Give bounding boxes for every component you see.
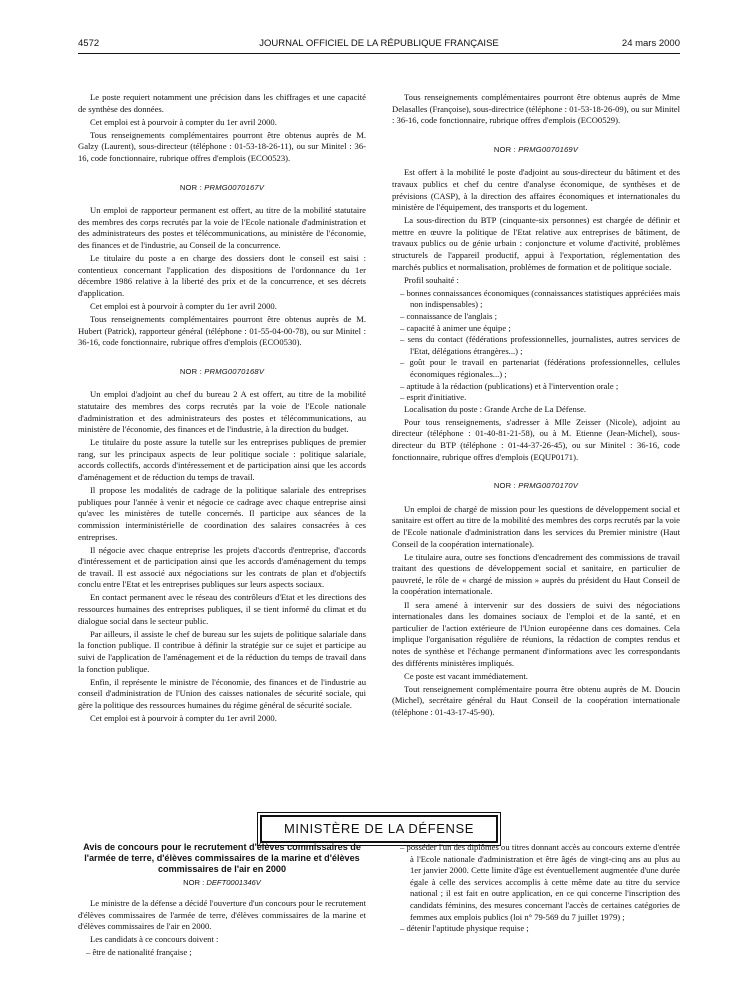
paragraph: Par ailleurs, il assiste le chef de bureau sur les sujets de politique salariale dans la fonction publique. Il contribue à définir la stratégie sur ce sujet et participe au suivi de l'application de l'aménagement et de la réduction du temps de travail dans la fonction publique.	[78, 628, 366, 674]
nor-code: PRMG0070170V	[518, 481, 579, 491]
nor-code: DEFT0001346V	[206, 878, 261, 888]
paragraph: Tous renseignements complémentaires pourront être obtenus auprès de Mme Delasalles (Françoise), sous-directrice (téléphone : 01-53-18-26-09), ou sur Minitel : 36-16, code fonctionnaire, rubrique offres d'emplois (ECO0529).	[392, 92, 680, 126]
list-item: – détenir l'aptitude physique requise ;	[400, 923, 529, 934]
bottom-right-column	[392, 842, 680, 935]
left-column	[78, 92, 366, 726]
nor-reference	[392, 144, 680, 156]
paragraph: Pour tous renseignements, s'adresser à Mlle Zeisser (Nicole), adjoint au directeur (téléphone : 01-40-81-21-58), ou à M. Etienne (Jean-Michel), sous-directeur du BTP (téléphone : 01-44-37-26-45), ou sur Minitel : 36-16, code fonctionnaire, rubrique offres d'emplois (EQUP0171).	[392, 416, 680, 462]
list-item: – capacité à animer une équipe ;	[400, 322, 511, 333]
header-rule	[78, 53, 680, 54]
paragraph: Est offert à la mobilité le poste d'adjoint au sous-directeur du bâtiment et des travaux publics et chef du centre d'analyse économique, de synthèses et de prévisions (CASP), à la direction des affaires économiques et internationales du ministère de l'équipement, des transports et du logement.	[392, 167, 680, 213]
notice-title: Avis de concours pour le recrutement d'élèves commissaires de l'armée de terre, d'élèves commissaires de la marine et d'élèves commissaires de l'air en 2000	[83, 842, 361, 874]
list-item: – esprit d'initiative.	[400, 392, 467, 403]
ministry-heading: MINISTÈRE DE LA DÉFENSE	[260, 815, 498, 843]
paragraph: Ce poste est vacant immédiatement.	[404, 670, 528, 681]
paragraph: Profil souhaité :	[404, 274, 459, 285]
paragraph: Un emploi d'adjoint au chef du bureau 2 A est offert, au titre de la mobilité statutaire des membres des corps recrutés par la voie de l'Ecole nationale d'administration et des administrateurs des postes et télécommunications, au ministère de l'économie, des finances et de l'industrie, à la direction du budget.	[78, 389, 366, 435]
list-item: – être de nationalité française ;	[86, 947, 192, 958]
journal-title: JOURNAL OFFICIEL DE LA RÉPUBLIQUE FRANÇAISE	[259, 38, 499, 49]
nor-reference	[78, 366, 366, 378]
paragraph: Le titulaire aura, outre ses fonctions d'encadrement des commissions de travail traitant des questions de développement social et sanitaire, en particulier de pauvreté, le rôle de « chargé de mission » auprès du président du Haut Conseil de la coopération internationale.	[392, 551, 680, 597]
paragraph: Cet emploi est à pourvoir à compter du 1er avril 2000.	[90, 300, 277, 311]
nor-label: NOR :	[179, 182, 202, 192]
paragraph: Le ministre de la défense a décidé l'ouverture d'un concours pour le recrutement d'élèves commissaires de l'armée de terre, d'élèves commissaires de la marine et d'élèves commissaires de l'air en 2000.	[78, 897, 366, 932]
paragraph: Le poste requiert notamment une précision dans les chiffrages et une capacité de synthèse des données.	[78, 92, 366, 114]
paragraph: Tous renseignements complémentaires pourront être obtenus auprès de M. Galzy (Laurent), sous-directeur (téléphone : 01-53-18-26-11), ou sur Minitel : 36-16, code fonctionnaire, rubrique offres d'emplois (ECO0523).	[78, 129, 366, 163]
list-item: – goût pour le travail en partenariat (fédérations professionnelles, cellules économiques régionales...) ;	[400, 357, 680, 379]
paragraph: Le titulaire du poste a en charge des dossiers dont le conseil est saisi : contentieux concernant l'application des dispositions de l'ordonnance du 1er décembre 1986 relative à la liberté des prix et de la concurrence, et ses décrets d'application.	[78, 253, 366, 298]
paragraph: Il négocie avec chaque entreprise les projets d'accords d'entreprise, d'accords d'intéressement et de participation ainsi que les accords d'aménagement du temps de travail. Il est associé aux négociations sur les contrats de plan et d'objectifs conclu entre l'Etat et les entreprises publiques sur leurs aspects sociaux.	[78, 544, 366, 590]
list-item: – posséder l'un des diplômes ou titres donnant accès au concours externe d'entrée à l'Ecole nationale d'administration et être âgés de vingt-cinq ans au plus au 1er janvier 2000. Cette limite d'âge est éventuellement augmentée d'une durée égale à celle des services accomplis à cette même date au titre du service national ; il est fait en outre application, en ce qui concerne l'inscription des candidats féminins, des mesures concernant l'accès de certaines catégories de femmes aux emplois publics (loi n° 79-569 du 7 juillet 1979) ;	[400, 842, 680, 922]
right-column	[392, 92, 680, 720]
paragraph: Il sera amené à intervenir sur des dossiers de suivi des négociations internationales dans les domaines sociaux de l'emploi et de la santé, et en particulier de l'action extérieure de l'Union européenne dans ces domaines. Cela implique l'organisation régulière de réunions, la rédaction de comptes rendus et notes de synthèse et l'échange permanent d'informations avec les correspondants des différents ministères impliqués.	[392, 599, 680, 668]
nor-label: NOR :	[493, 144, 516, 154]
paragraph: Cet emploi est à pourvoir à compter du 1er avril 2000.	[90, 712, 277, 723]
nor-reference	[78, 877, 366, 889]
list-item: – connaissance de l'anglais ;	[400, 311, 498, 321]
nor-label: NOR :	[183, 878, 205, 888]
paragraph: Un emploi de rapporteur permanent est offert, au titre de la mobilité statutaire des membres des corps recrutés par la voie de l'Ecole nationale d'administration et des administrateurs des postes et télécommunications, au ministère de l'économie, des finances et de l'industrie, au Conseil de la concurrence.	[78, 205, 366, 250]
list-item: – bonnes connaissances économiques (connaissances statistiques appréciées mais non indispensables) ;	[400, 287, 680, 310]
list-item: – sens du contact (fédérations professionnelles, journalistes, autres services de l'Etat, délégations étrangères...) ;	[400, 334, 680, 356]
paragraph: Cet emploi est à pourvoir à compter du 1er avril 2000.	[90, 116, 277, 127]
profile-list	[392, 288, 680, 404]
nor-label: NOR :	[493, 481, 516, 491]
page-number: 4572	[78, 38, 100, 49]
nor-reference	[392, 480, 680, 492]
requirements-list	[392, 842, 680, 935]
paragraph: Les candidats à ce concours doivent :	[90, 934, 219, 945]
issue-date: 24 mars 2000	[621, 38, 680, 49]
page-header	[78, 38, 680, 52]
paragraph: La sous-direction du BTP (cinquante-six personnes) est chargée de définir et mettre en œuvre la politique de l'Etat relative aux entreprises de bâtiment, de travaux publics ou de génie urbain : conjoncture et volume d'activité, problèmes structurels de l'appareil productif, appui à l'exportation, réglementation des marchés publics et normalisation, problèmes de formation et de politique sociale.	[392, 215, 680, 272]
bottom-left-column	[78, 842, 366, 959]
paragraph: Enfin, il représente le ministre de l'économie, des finances et de l'industrie au conseil d'administration de l'Union des caisses nationales de sécurité sociale, qui gère la politique des ressources humaines du régime général de sécurité sociale.	[78, 676, 366, 710]
requirements-list	[78, 947, 366, 959]
paragraph: Il propose les modalités de cadrage de la politique salariale des entreprises publiques pour l'année à venir et négocie ce cadrage avec chaque entreprise ainsi qu'avec les ministères de tutelle concernés. Il participe aux séances de la commission interministérielle de coordination des salaires consacrées à ces entreprises.	[78, 485, 366, 542]
paragraph: En contact permanent avec le réseau des contrôleurs d'Etat et les directions des ressources humaines des entreprises publiques, il se tient informé du climat et du dialogue social dans le secteur public.	[78, 592, 366, 626]
nor-code: PRMG0070167V	[204, 182, 265, 192]
paragraph: Tous renseignements complémentaires pourront être obtenus auprès de M. Hubert (Patrick), rapporteur général (téléphone : 01-55-04-00-78), ou sur Minitel : 36-16, code fonctionnaire, rubrique offres d'emplois (ECO0530).	[78, 314, 366, 348]
nor-code: PRMG0070169V	[518, 144, 579, 154]
nor-label: NOR :	[179, 366, 202, 376]
paragraph: Le titulaire du poste assure la tutelle sur les entreprises publiques de premier rang, sur les principaux aspects de leur politique sociale : politique salariale, accords collectifs, accords d'intéressement et de participation ainsi que les accords d'aménagement et de réduction du temps de travail.	[78, 437, 366, 483]
paragraph: Tout renseignement complémentaire pourra être obtenu auprès de M. Doucin (Michel), secrétaire général du Haut Conseil de la coopération internationale (téléphone : 01-43-17-45-90).	[392, 683, 680, 717]
nor-code: PRMG0070168V	[204, 366, 265, 376]
nor-reference	[78, 182, 366, 194]
list-item: – aptitude à la rédaction (publications) et à l'intervention orale ;	[400, 380, 619, 391]
paragraph: Localisation du poste : Grande Arche de La Défense.	[404, 403, 587, 414]
paragraph: Un emploi de chargé de mission pour les questions de développement social et sanitaire est offert au titre de la mobilité des membres des corps recrutés par la voie de l'Ecole nationale d'administration dans les services du Premier ministre (Haut Conseil de la coopération internationale).	[392, 503, 680, 549]
